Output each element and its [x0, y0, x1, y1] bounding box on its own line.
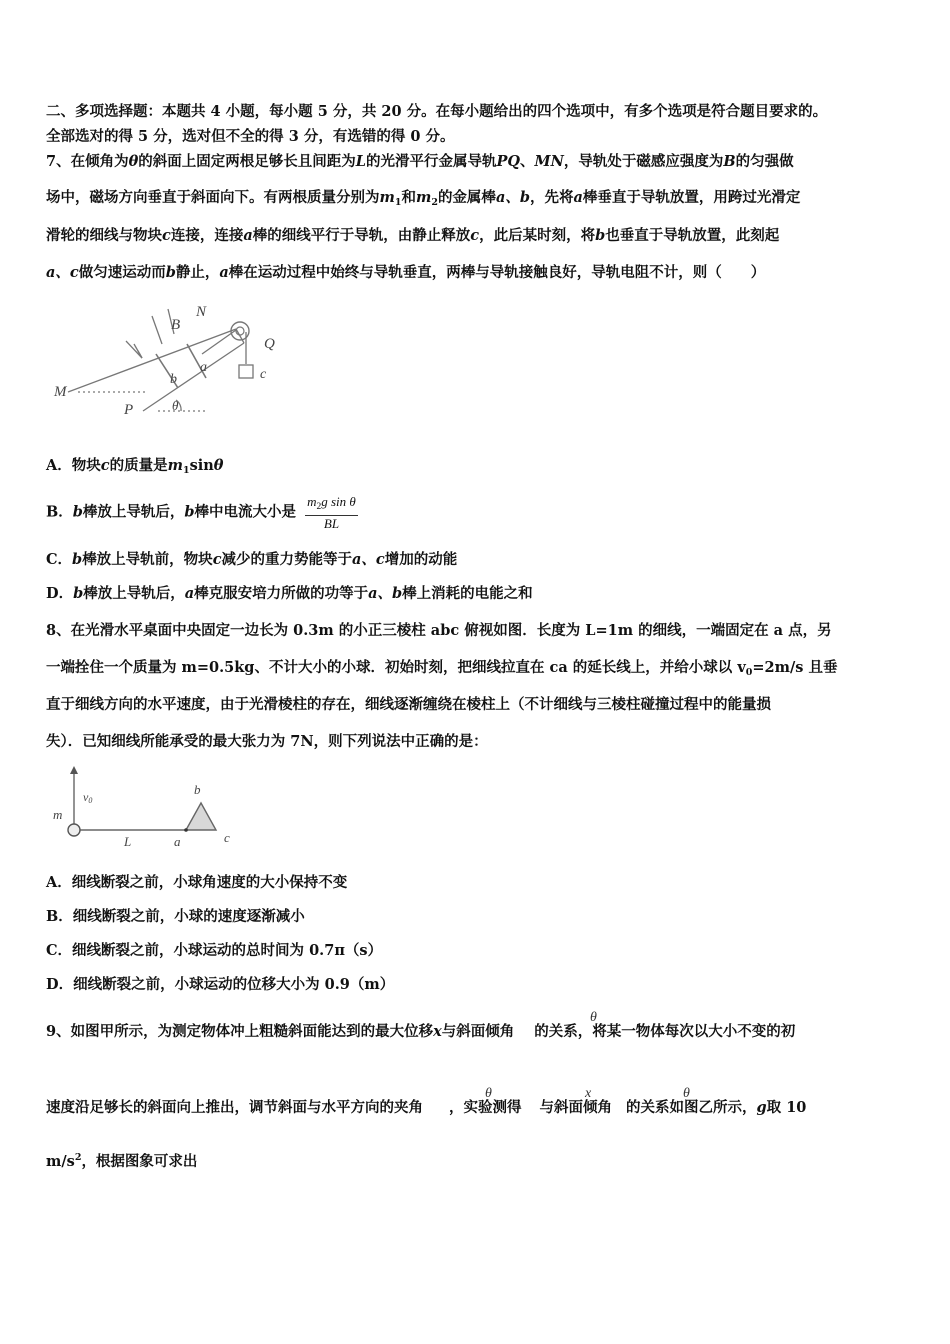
q7-option-c: C．b棒放上导轨前，物块c减少的重力势能等于a、c增加的动能 — [46, 551, 458, 568]
q9-line-2: 速度沿足够长的斜面向上推出，调节斜面与水平方向的夹角 ，实验测得 与斜面倾角 的关系如图乙所示，g取 10 — [46, 1099, 807, 1116]
q9-line-3: $m/s^2$，根据图象可求出 — [46, 1152, 198, 1170]
q8-line-4: 失）．已知细线所能承受的最大张力为 7N，则下列说法中正确的是： — [46, 733, 488, 750]
q7-incline-rails-figure — [46, 296, 306, 426]
label-B: B — [171, 317, 181, 333]
label-M: M — [54, 384, 67, 400]
section-heading-line1: 二、多项选择题：本题共 4 小题，每小题 5 分，共 20 分。在每小题给出的四个选项中，有多个选项是符合题目要求的。 — [46, 103, 828, 120]
block-c — [239, 365, 253, 378]
q7-line-4: a、c做匀速运动而b静止，a棒在运动过程中始终与导轨垂直，两棒与导轨接触良好，导轨电阻不计，则（ ） — [46, 264, 766, 281]
current-fraction: $\frac{m_2g \sin \theta}{BL}$ — [307, 494, 356, 531]
q7-line-2: 场中，磁场方向垂直于斜面向下。有两根质量分别为$m_1$和$m_2$的金属棒a、b，先将a棒垂直于导轨放置，用跨过光滑定 — [46, 189, 801, 208]
x-symbol: x — [585, 1086, 592, 1101]
label-theta: θ — [172, 398, 179, 413]
label-N: N — [196, 304, 207, 320]
ball — [68, 824, 80, 836]
q8-option-a: A．细线断裂之前，小球角速度的大小保持不变 — [46, 874, 348, 891]
theta-symbol-2: θ — [485, 1086, 492, 1101]
label-Q: Q — [264, 336, 275, 352]
label-m: m — [53, 807, 63, 822]
q8-option-c: C．细线断裂之前，小球运动的总时间为 0.7π（s） — [46, 942, 383, 959]
label-c: c — [224, 830, 230, 845]
q8-prism-figure — [46, 764, 246, 854]
label-a: a — [174, 834, 181, 849]
label-b: b — [194, 782, 201, 797]
label-v0: v0 — [83, 790, 93, 805]
q7-line-3: 滑轮的细线与物块c连接，连接a棒的细线平行于导轨，由静止释放c，此后某时刻，将b也垂直于导轨放置，此刻起 — [46, 227, 780, 244]
q8-line-1: 8、在光滑水平桌面中央固定一边长为 0.3m 的小正三棱柱 abc 俯视如图．长度为 L=1m 的细线，一端固定在 a 点，另 — [46, 622, 832, 639]
theta-symbol-1: θ — [590, 1010, 597, 1025]
label-P: P — [124, 402, 134, 418]
label-c: c — [260, 367, 267, 382]
q9-line-1: 9、如图甲所示，为测定物体冲上粗糙斜面能达到的最大位移x与斜面倾角 的关系，将某一物体每次以大小不变的初 — [46, 1023, 796, 1040]
q8-line-2: 一端拴住一个质量为 m=0.5kg、不计大小的小球．初始时刻，把细线拉直在 ca 的延长线上，并给小球以 $v_0=2m/s$ 且垂 — [46, 659, 838, 678]
q8-line-3: 直于细线方向的水平速度，由于光滑棱柱的存在，细线逐渐缠绕在棱柱上（不计细线与三棱柱碰撞过程中的能量损 — [46, 696, 771, 713]
q7-option-d: D．b棒放上导轨后，a棒克服安培力所做的功等于a、b棒上消耗的电能之和 — [46, 585, 533, 602]
q7-line-1: 7、在倾角为θ的斜面上固定两根足够长且间距为L的光滑平行金属导轨PQ、MN，导轨处于磁感应强度为B的匀强做 — [46, 153, 794, 170]
label-a: a — [200, 360, 207, 375]
q8-option-b: B．细线断裂之前，小球的速度逐渐减小 — [46, 908, 305, 925]
label-L: L — [124, 834, 132, 849]
label-b: b — [170, 372, 177, 387]
theta-symbol-3: θ — [683, 1086, 690, 1101]
q7-option-a: A．物块c的质量是$m_1\sin\theta$ — [46, 457, 224, 476]
q8-option-d: D．细线断裂之前，小球运动的位移大小为 0.9（m） — [46, 976, 395, 993]
q7-option-b: B．b棒放上导轨后，b棒中电流大小是 $\frac{m_2g \sin \theta}{BL}$ — [46, 494, 356, 531]
section-heading-line2: 全部选对的得 5 分，选对但不全的得 3 分，有选错的得 0 分。 — [46, 128, 455, 145]
